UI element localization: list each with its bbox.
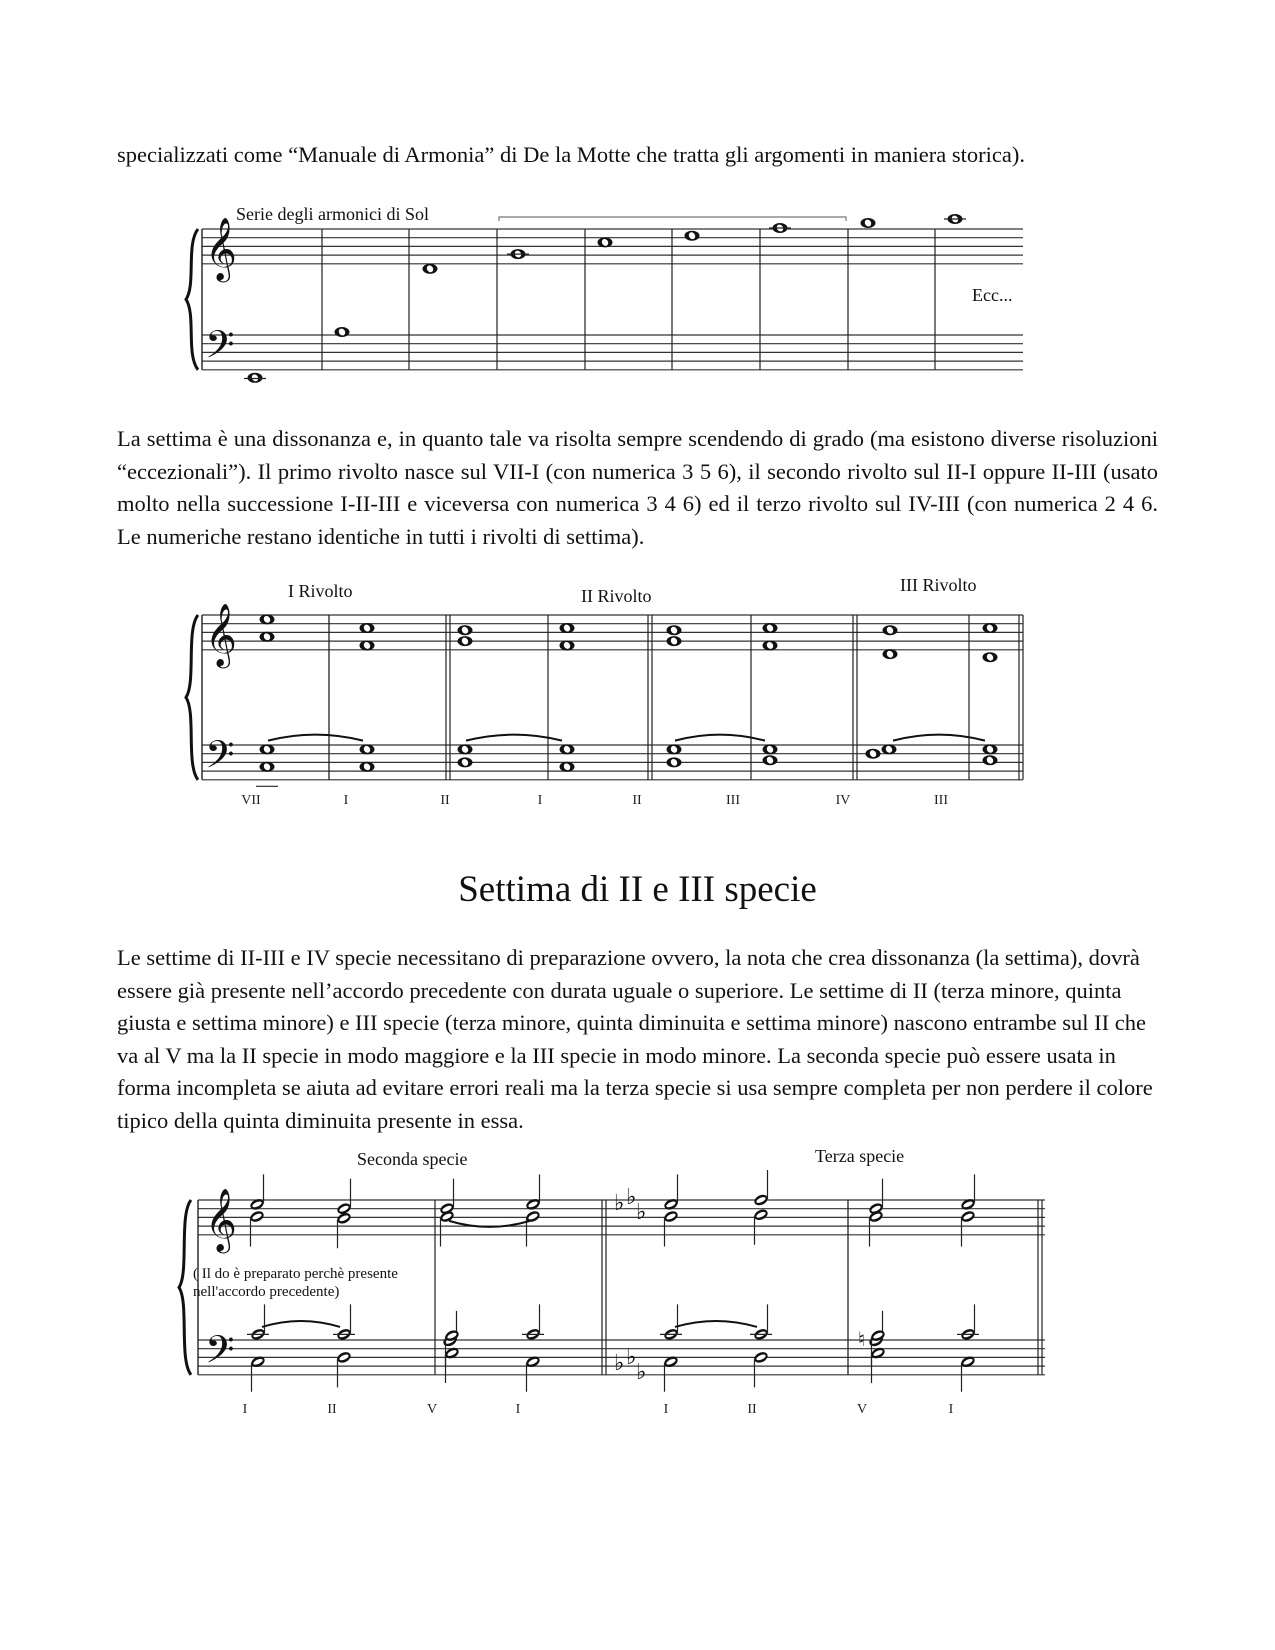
- roman-numeral: IV: [835, 793, 851, 808]
- whole-note: [667, 744, 682, 754]
- score-harmonic-series: [0, 195, 1275, 385]
- half-note: [525, 1304, 542, 1341]
- whole-note: [667, 636, 682, 646]
- brace: [179, 1200, 191, 1375]
- whole-note: [458, 757, 473, 767]
- half-note: [663, 1354, 680, 1391]
- whole-note: [983, 755, 998, 765]
- roman-numeral: V: [856, 1402, 868, 1417]
- flat-icon: ♭: [636, 1200, 647, 1225]
- tie: [675, 1321, 757, 1327]
- score-inversions: [0, 570, 1275, 815]
- half-note: [439, 1209, 456, 1246]
- roman-numeral: II: [632, 793, 642, 808]
- half-note: [336, 1211, 353, 1248]
- half-note: [336, 1304, 353, 1341]
- roman-numeral: I: [515, 1402, 521, 1417]
- whole-note: [560, 623, 575, 633]
- label-seconda-specie: Seconda specie: [357, 1149, 468, 1169]
- ending-text: Ecc...: [972, 285, 1013, 305]
- half-note: [960, 1174, 977, 1211]
- half-note: [439, 1179, 456, 1216]
- natural-icon: ♮: [858, 1327, 866, 1351]
- score-seconda-terza-specie: [0, 1140, 1275, 1430]
- half-note: [868, 1209, 885, 1246]
- paragraph-settima-specie: Le settime di II-III e IV specie necessitano di preparazione ovvero, la nota che crea dissonanza (la settima), dovrà essere già presente nell’accordo precedente con durata uguale o superiore. Le settime di II (terza minore, quinta giusta e settima minore) e III specie (terza minore, quinta diminuita e settima minore) nascono entrambe sul II che va al V ma la II specie in modo maggiore e la III specie in modo minore. La seconda specie può essere usata in forma incompleta se aiuta ad evitare errori reali ma la terza specie si usa sempre completa per non perdere il colore tipico della quinta diminuita presente in essa.: [117, 945, 1153, 1133]
- half-note: [753, 1304, 770, 1341]
- whole-note: [360, 623, 375, 633]
- whole-note: [560, 640, 575, 650]
- half-note: [249, 1209, 266, 1246]
- whole-note: [360, 762, 375, 772]
- whole-note: [560, 762, 575, 772]
- flat-icon: ♭: [636, 1360, 647, 1385]
- whole-note: [458, 625, 473, 635]
- whole-note: [423, 264, 438, 274]
- annotation-line-1: ( Il do è preparato perchè presente: [193, 1266, 398, 1282]
- whole-note: [685, 231, 700, 241]
- half-note: [870, 1328, 887, 1365]
- whole-note: [560, 744, 575, 754]
- half-note: [753, 1170, 770, 1207]
- whole-note: [763, 640, 778, 650]
- half-note: [250, 1354, 267, 1391]
- whole-note: [260, 744, 275, 754]
- brace: [186, 615, 198, 780]
- half-note: [444, 1346, 461, 1383]
- roman-numeral: III: [934, 793, 948, 808]
- roman-numeral: II: [327, 1402, 337, 1417]
- treble-clef-icon: 𝄞: [205, 217, 237, 280]
- whole-note: [763, 744, 778, 754]
- roman-numeral: II: [440, 793, 450, 808]
- half-note: [663, 1174, 680, 1211]
- section-heading: Settima di II e III specie: [458, 869, 817, 910]
- half-note: [870, 1346, 887, 1383]
- tie: [893, 735, 985, 741]
- paragraph-settima-rivolti: La settima è una dissonanza e, in quanto tale va risolta sempre scendendo di grado (ma esistono diverse risoluzioni “eccezionali”). Il primo rivolto nasce sul VII-I (con numerica 3 5 6), il secondo rivolto sul II-I oppure II-III (usato molto nella successione I-II-III e viceversa con numerica 3 4 6) ed il terzo rivolto sul IV-III (con numerica 2 4 6. Le numeriche restano identiche in tutti i rivolti di settima).: [117, 426, 1158, 549]
- annotation-line-2: nell'accordo precedente): [193, 1284, 340, 1300]
- treble-clef-icon: 𝄞: [205, 1188, 237, 1251]
- brace: [186, 229, 198, 370]
- flat-icon: ♭: [614, 1351, 625, 1376]
- half-note: [960, 1354, 977, 1391]
- whole-note: [983, 652, 998, 662]
- whole-note: [260, 614, 275, 624]
- half-note: [249, 1174, 266, 1211]
- roman-numeral: I: [343, 793, 349, 808]
- whole-note: [458, 744, 473, 754]
- half-note: [525, 1354, 542, 1391]
- label-i-rivolto: I Rivolto: [288, 581, 353, 601]
- whole-note: [763, 755, 778, 765]
- whole-note: [458, 636, 473, 646]
- roman-numeral: III: [726, 793, 740, 808]
- half-note: [753, 1350, 770, 1387]
- flat-icon: ♭: [626, 1345, 637, 1370]
- half-note: [336, 1179, 353, 1216]
- roman-numeral: I: [242, 1402, 248, 1417]
- whole-note: [983, 744, 998, 754]
- roman-numeral: VII: [241, 793, 261, 808]
- whole-note: [360, 744, 375, 754]
- bass-clef-icon: 𝄢: [205, 322, 235, 376]
- tie: [268, 735, 363, 741]
- harmonic-series-title: Serie degli armonici di Sol: [236, 204, 429, 224]
- half-note: [336, 1350, 353, 1387]
- paragraph-intro-end: specializzati come “Manuale di Armonia” di De la Motte che tratta gli argomenti in maniera storica).: [117, 142, 1025, 167]
- half-note: [960, 1304, 977, 1341]
- treble-clef-icon: 𝄞: [205, 603, 237, 666]
- roman-numeral: I: [663, 1402, 669, 1417]
- half-note: [525, 1209, 542, 1246]
- whole-note: [883, 625, 898, 635]
- whole-note: [248, 373, 263, 383]
- whole-note: [763, 623, 778, 633]
- whole-note: [983, 623, 998, 633]
- whole-note: [598, 237, 613, 247]
- whole-note: [882, 744, 897, 754]
- half-note: [868, 1311, 885, 1348]
- half-note: [868, 1179, 885, 1216]
- octave-bracket: [499, 217, 846, 221]
- label-iii-rivolto: III Rivolto: [900, 575, 977, 595]
- whole-note: [260, 632, 275, 642]
- flat-icon: ♭: [626, 1185, 637, 1210]
- label-ii-rivolto: II Rivolto: [581, 586, 652, 606]
- whole-note: [260, 762, 275, 772]
- whole-note: [667, 757, 682, 767]
- bass-clef-icon: 𝄢: [205, 732, 235, 786]
- half-note: [960, 1209, 977, 1246]
- roman-numeral: II: [747, 1402, 757, 1417]
- label-terza-specie: Terza specie: [815, 1146, 905, 1166]
- roman-numeral: I: [948, 1402, 954, 1417]
- flat-icon: ♭: [614, 1191, 625, 1216]
- whole-note: [360, 640, 375, 650]
- whole-note: [883, 649, 898, 659]
- roman-numeral: I: [537, 793, 543, 808]
- half-note: [442, 1311, 459, 1348]
- half-note: [525, 1174, 542, 1211]
- bass-clef-icon: 𝄢: [205, 1327, 235, 1381]
- tie: [262, 1321, 340, 1327]
- whole-note: [866, 749, 881, 759]
- whole-note: [861, 218, 876, 228]
- whole-note: [335, 327, 350, 337]
- whole-note: [667, 625, 682, 635]
- half-note: [444, 1328, 461, 1365]
- half-note: [663, 1304, 680, 1341]
- roman-numeral: V: [426, 1402, 438, 1417]
- half-note: [250, 1304, 267, 1341]
- half-note: [663, 1209, 680, 1246]
